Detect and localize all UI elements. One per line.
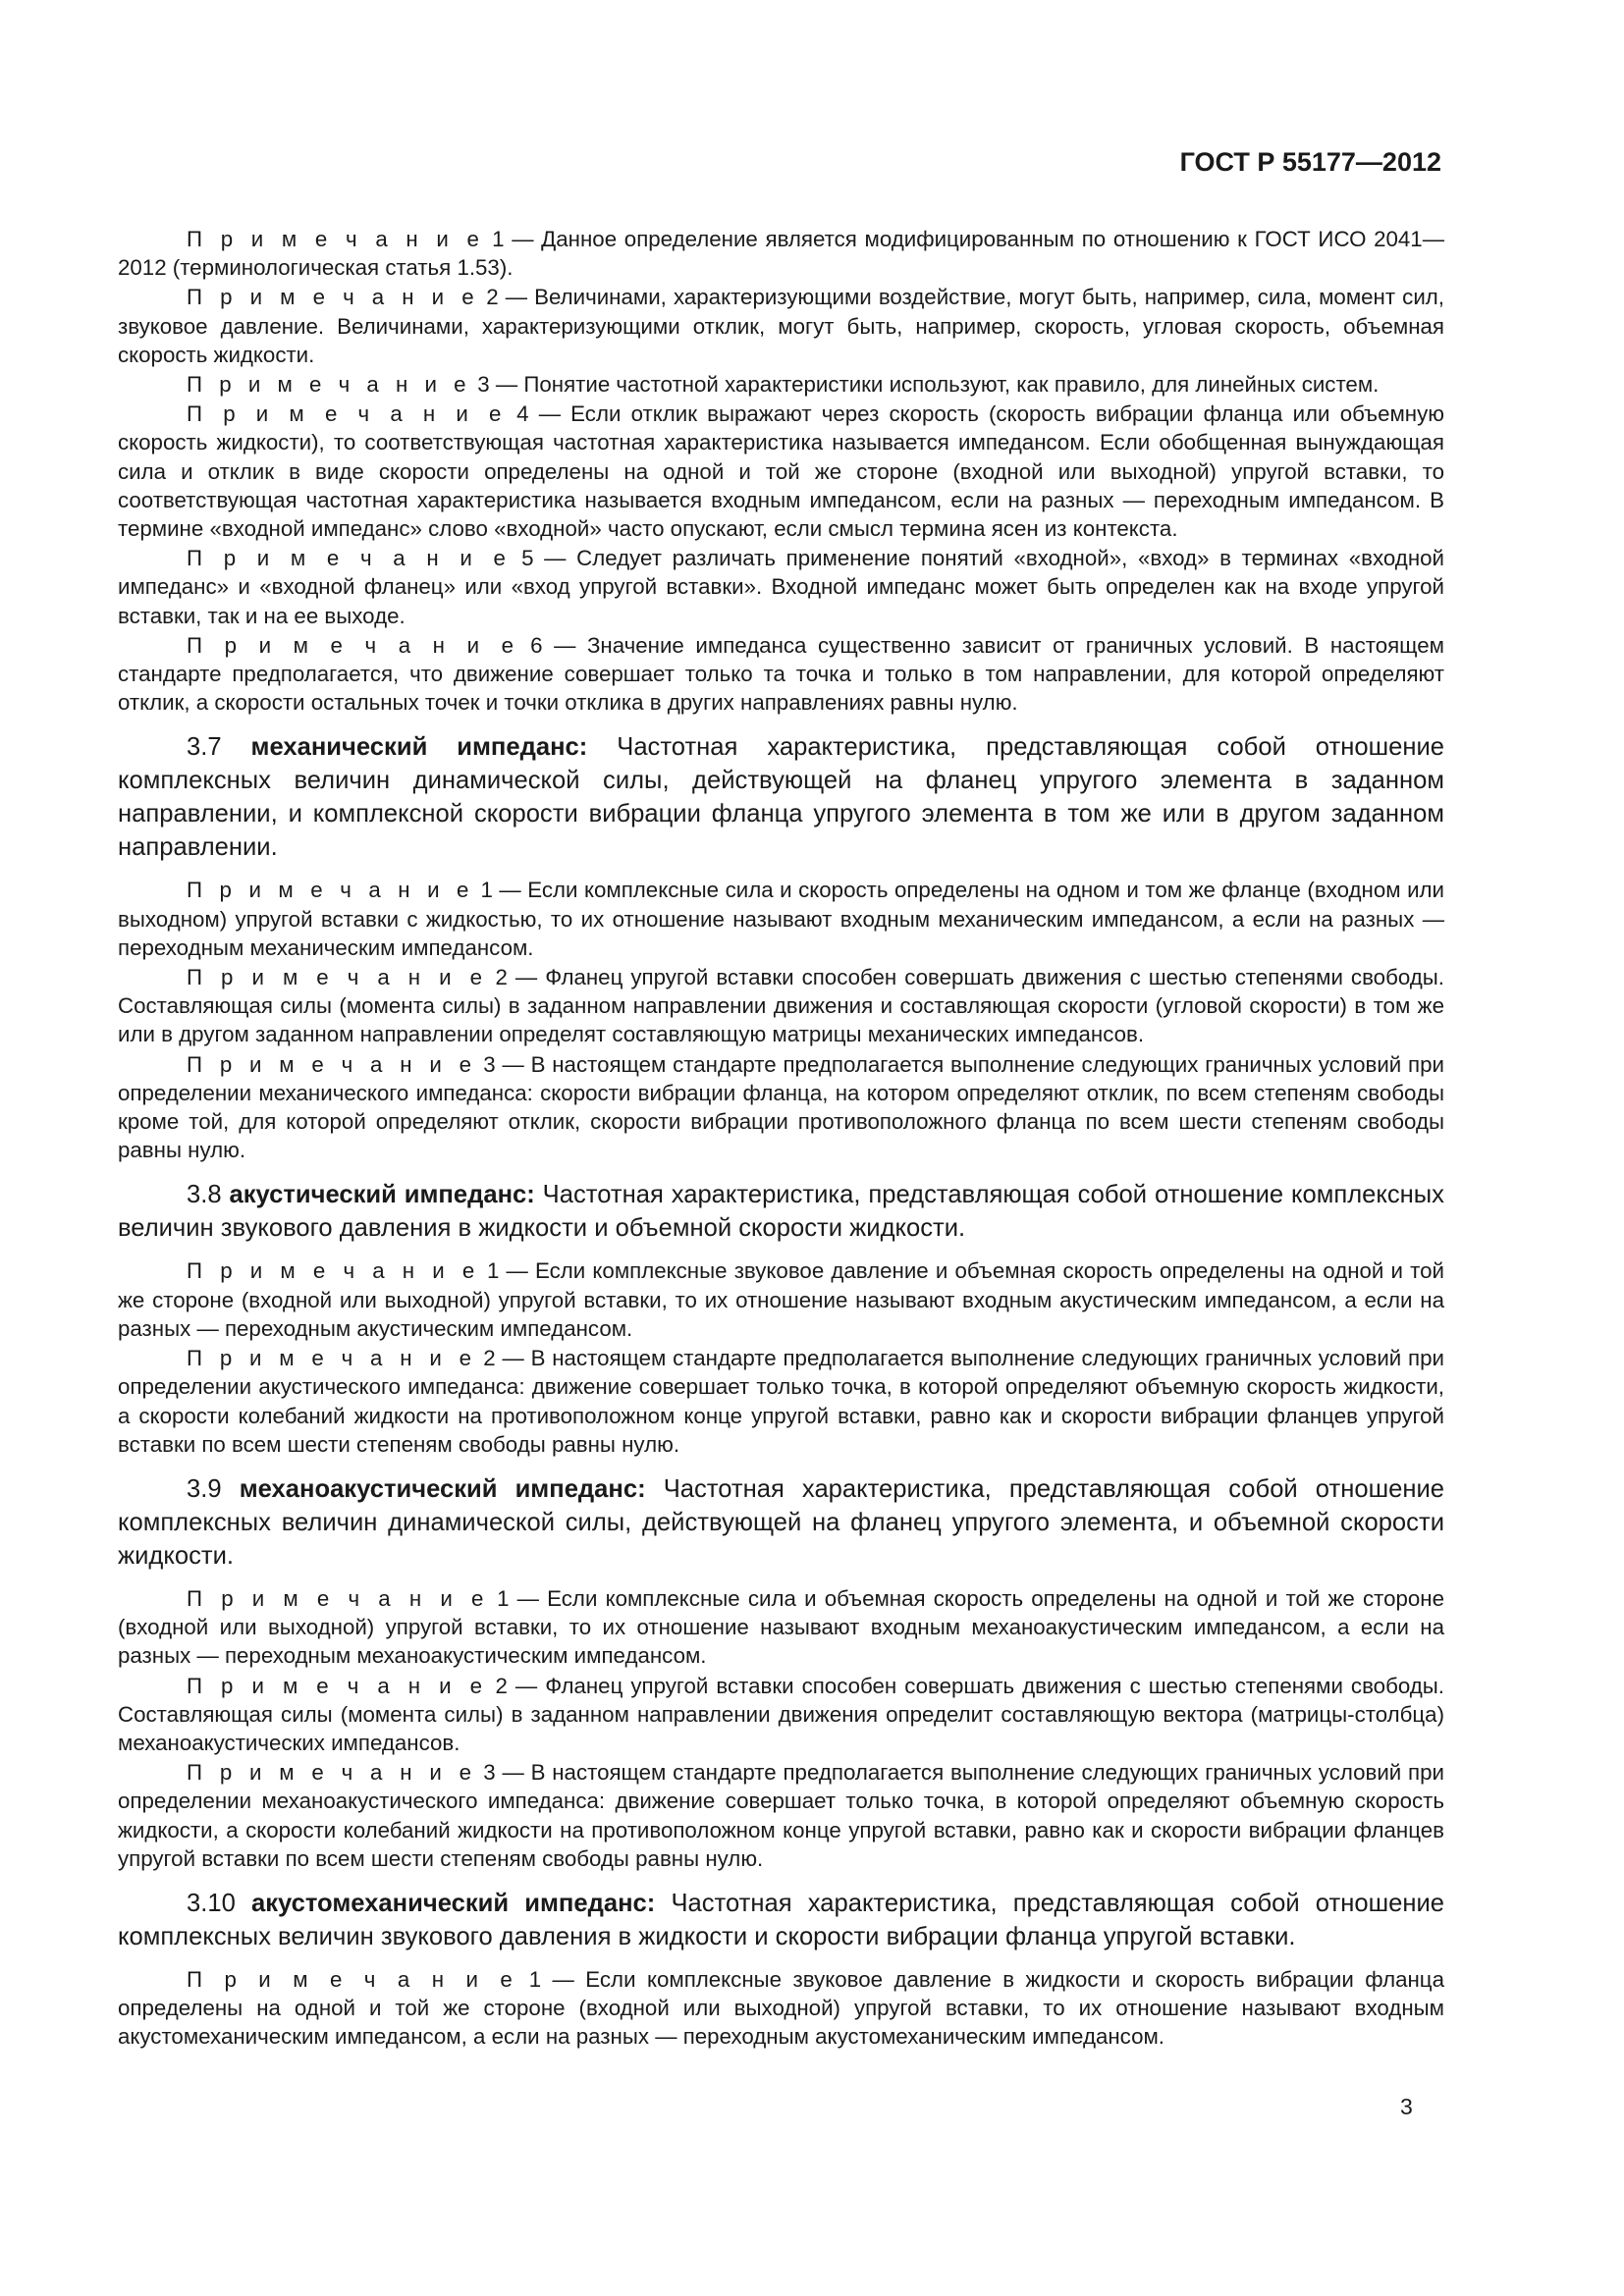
term-number: 3.10 <box>187 1889 236 1917</box>
note-label: П р и м е ч а н и е <box>187 1966 518 1992</box>
note-paragraph <box>118 1758 1444 1873</box>
note-label: П р и м е ч а н и е <box>187 965 488 990</box>
term-name: акустический импеданс: <box>229 1181 535 1209</box>
note-label: П р и м е ч а н и е <box>187 1673 488 1698</box>
note-label: П р и м е ч а н и е <box>187 1760 477 1786</box>
note-paragraph <box>118 876 1444 962</box>
term-name: акустомеханический импеданс: <box>250 1889 656 1917</box>
term-definition: Частотная характеристика, представляющая собой отношение комплексных величин звукового давления в жидкости и скорости вибрации фланца упругой вставки. <box>118 1889 1444 1950</box>
note-paragraph <box>118 1965 1444 2052</box>
note-text: 2 — Величинами, характеризующими воздействие, могут быть, например, сила, момент сил, звуковое давление. Величинами, характеризующими отклик, могут быть, например, скорость, угловая скорость, объемная скорость жидкости. <box>118 285 1444 367</box>
term-paragraph <box>118 1887 1444 1953</box>
document-header: ГОСТ Р 55177—2012 <box>1179 147 1441 177</box>
note-text: 1 — Если комплексные сила и объемная скорость определены на одной и той же стороне (входной или выходной) упругой вставки, то их отношение называют входным механоакустическим импедансом, а если на разных — переходным механоакустическим импедансом. <box>118 1585 1444 1669</box>
note-text: 3 — В настоящем стандарте предполагается выполнение следующих граничных условий при определении механического импеданса: скорости вибрации фланца, на котором определяют отклик, по всем степеням свободы кроме той, для которой определяют отклик, скорости вибрации противоположного фланца по всем шести степеням свободы равны нулю. <box>118 1051 1444 1163</box>
note-text: 6 — Значение импеданса существенно зависит от граничных условий. В настоящем стандарте предполагается, что движение совершает только та точка и только в том направлении, для которой определяют отклик, а скорости остальных точек и точки отклика в других направлениях равны нулю. <box>118 632 1444 716</box>
term-paragraph <box>118 730 1444 864</box>
note-text: 3 — Понятие частотной характеристики используют, как правило, для линейных систем. <box>471 372 1380 398</box>
note-paragraph <box>118 1256 1444 1343</box>
note-paragraph <box>118 544 1444 630</box>
note-paragraph <box>118 1050 1444 1165</box>
note-text: 1 — Данное определение является модифицированным по отношению к ГОСТ ИСО 2041—2012 (терминологическая статья 1.53). <box>118 227 1444 281</box>
note-label: П р и м е ч а н и е <box>187 1051 477 1077</box>
note-paragraph <box>118 963 1444 1049</box>
page-number: 3 <box>1400 2094 1413 2119</box>
note-paragraph <box>118 631 1444 718</box>
term-name: механоакустический импеданс: <box>239 1474 646 1503</box>
note-label: П р и м е ч а н и е <box>187 878 474 903</box>
note-paragraph <box>118 283 1444 369</box>
note-label: П р и м е ч а н и е <box>187 632 519 658</box>
note-label: П р и м е ч а н и е <box>187 1346 477 1371</box>
note-paragraph <box>118 225 1444 282</box>
note-paragraph <box>118 1344 1444 1459</box>
note-text: 1 — Если комплексные звуковое давление и объемная скорость определены на одной и той же стороне (входной или выходной) упругой вставки, то их отношение называют входным акустическим импедансом, а если на разных — переходным акустическим импедансом. <box>118 1258 1444 1341</box>
note-label: П р и м е ч а н и е <box>187 227 485 251</box>
note-text: 1 — Если комплексные звуковое давление в жидкости и скорость вибрации фланца определены на одной и той же стороне (входной или выходной) упругой вставки, то их отношение называют входным акустомеханическим импедансом, а если на разных — переходным акустомеханическим импедансом. <box>118 1966 1444 2050</box>
term-number: 3.9 <box>187 1474 222 1503</box>
note-text: 5 — Следует различать применение понятий «входной», «вход» в терминах «входной импеданс» и «входной фланец» или «вход упругой вставки». Входной импеданс может быть определен как на входе упругой вставки, так и на ее выходе. <box>118 546 1444 628</box>
term-definition: Частотная характеристика, представляющая собой отношение комплексных величин динамической силы, действующей на фланец упругого элемента в заданном направлении, и комплексной скорости вибрации фланца упругого элемента в том же или в другом заданном направлении. <box>118 733 1445 862</box>
term-paragraph <box>118 1472 1444 1573</box>
term-name: механический импеданс: <box>250 733 588 762</box>
term-definition: Частотная характеристика, представляющая собой отношение комплексных величин динамической силы, действующей на фланец упругого элемента, и объемной скорости жидкости. <box>118 1474 1444 1570</box>
note-label: П р и м е ч а н и е <box>187 285 480 310</box>
note-label: П р и м е ч а н и е <box>187 1585 489 1611</box>
document-body <box>118 225 1444 2053</box>
note-paragraph <box>118 370 1444 399</box>
note-label: П р и м е ч а н и е <box>187 1258 480 1284</box>
term-number: 3.7 <box>187 733 222 762</box>
term-paragraph <box>118 1178 1444 1245</box>
note-paragraph <box>118 1672 1444 1758</box>
note-label: П р и м е ч а н и е <box>187 546 512 571</box>
note-label: П р и м е ч а н и е <box>187 372 472 398</box>
note-label: П р и м е ч а н и е <box>187 401 507 427</box>
term-number: 3.8 <box>187 1181 222 1209</box>
note-text: 1 — Если комплексные сила и скорость определены на одном и том же фланце (входном или выходном) упругой вставки с жидкостью, то их отношение называют входным механическим импедансом, а если на разных — переходным механическим импедансом. <box>118 878 1444 960</box>
term-definition: Частотная характеристика, представляющая собой отношение комплексных величин звукового давления в жидкости и объемной скорости жидкости. <box>118 1181 1444 1243</box>
note-text: 2 — Фланец упругой вставки способен совершать движения с шестью степенями свободы. Составляющая силы (момента силы) в заданном направлении движения определит составляющую вектора (матрицы-столбца) механоакустических импедансов. <box>118 1673 1444 1755</box>
note-paragraph <box>118 400 1444 543</box>
note-text: 4 — Если отклик выражают через скорость (скорость вибрации фланца или объемную скорость жидкости), то соответствующая частотная характеристика называется импедансом. Если обобщенная вынуждающая сила и отклик в виде скорости определены на одной и той же стороне (входной или выходной) упругой вставки, то соответствующая частотная характеристика называется входным импедансом, если на разных — переходным импедансом. В термине «входной импеданс» слово «входной» часто опускают, если смысл термина ясен из контекста. <box>118 401 1444 542</box>
note-text: 2 — Фланец упругой вставки способен совершать движения с шестью степенями свободы. Составляющая силы (момента силы) в заданном направлении движения и составляющая скорости (угловой скорости) в том же или в другом заданном направлении определят составляющую матрицы механических импедансов. <box>118 965 1444 1047</box>
note-text: 3 — В настоящем стандарте предполагается выполнение следующих граничных условий при определении механоакустического импеданса: движение совершает только точка, в которой определяют объемную скорость жидкости, а скорости колебаний жидкости на противоположном конце упругой вставки, равно как и скорости вибрации фланцев упругой вставки по всем шести степеням свободы равны нулю. <box>118 1760 1444 1871</box>
note-paragraph <box>118 1584 1444 1671</box>
note-text: 2 — В настоящем стандарте предполагается выполнение следующих граничных условий при определении акустического импеданса: движение совершает только точка, в которой определяют объемную скорость жидкости, а скорости колебаний жидкости на противоположном конце упругой вставки, равно как и скорости вибрации фланцев упругой вставки по всем шести степеням свободы равны нулю. <box>118 1346 1444 1457</box>
